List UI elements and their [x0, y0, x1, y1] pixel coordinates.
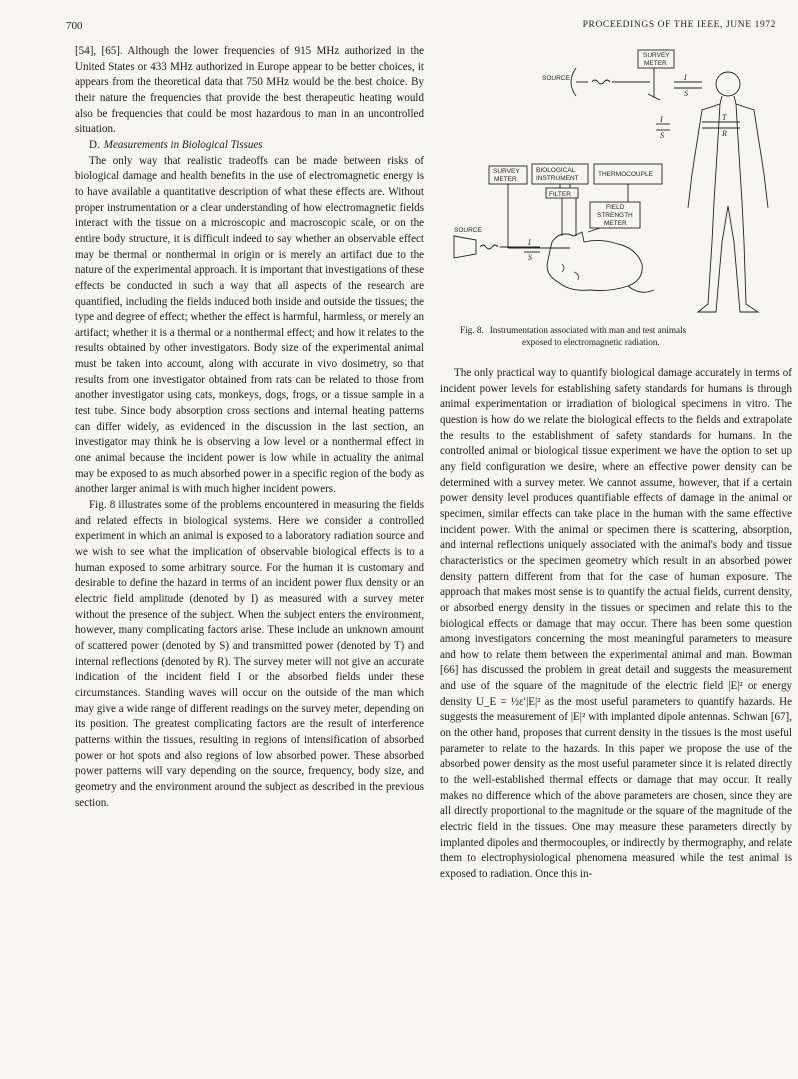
symbol-s-mid: S: [660, 131, 664, 140]
symbol-i-mid: I: [660, 115, 663, 124]
label-filter: FILTER: [549, 191, 571, 198]
bottom-wave: [480, 245, 498, 249]
intro-paragraph: [54], [65]. Although the lower frequencies of 915 MHz authorized in the United States or 433 MHz authorized in Europe appear to be better choices, it appears from the theoretical data that 750 MHz would be the best choice. By their nature the frequencies that provide the best therapeutic heating would also be frequencies that could be most hazardous to man in an uncontrolled situation.: [75, 45, 424, 136]
figure-caption-line-2: exposed to electromagnetic radiation.: [522, 337, 660, 347]
man-body: [698, 104, 758, 312]
figure-caption-line-1: Instrumentation associated with man and test animals: [489, 325, 687, 335]
symbol-i-bottom: I: [528, 238, 531, 247]
label-survey-meter-top-1: SURVEY: [643, 52, 670, 59]
symbol-s-top: S: [684, 89, 688, 98]
body-paragraph: The only way that realistic tradeoffs can be made between risks of biological damage and health benefits in the use of electromagnetic energy is to have available a quantitative description of what these effects are. Without proper instrumentation or a clear understanding of how electromagnetic fields interact with the tissue on a microscopic and macroscopic scale, or on the entire body structure, it is difficult indeed to say whether an observable effect may be thermal or nonthermal in origin or is merely an artifact due to the nature of the experimental approach. It is important that investigations of these effects be conducted in such a way that all aspects of the research are quantified, including the fields induced both inside and outside the tissues; the type and degree of effect; whether the effect is harmful, harmless, or merely an artifact; whether it is a thermal or a nonthermal effect; and how it relates to the results obtained by other investigators. Body size of the experimental animal must be taken into account, along with accurate in vivo dosimetry, so that results from one investigator obtained from rats can be related to those from another investigator using cats, monkeys, dogs, frogs, or a tissue sample in a test tube. Since body absorption cross sections and internal heating patterns can differ widely, as evidenced in the discussion in the last section, an investigator may think he is observing a low level or a nonthermal effect in one animal because the incident power is low while in actuality the animal may be exposed to as much absorbed power in a specific region of the body as another larger animal is with much higher incident powers.: [75, 154, 424, 496]
label-survey-meter-left-1: SURVEY: [493, 168, 520, 175]
man-arms: [688, 96, 768, 208]
label-source-top: SOURCE: [542, 75, 570, 82]
label-field-strength-3: METER: [604, 220, 627, 227]
body-paragraph: The only practical way to quantify biological damage accurately in terms of incident power levels for establishing safety standards for humans is through animal experimentation or irradiation of biological specimens in vitro. The question is how do we relate the biological effects to the fields and extrapolate the results to the establishment of safety standards for humans. In the controlled animal or biological tissue experiment we have the option to set up any field configuration we desire, where an effective power density can be determined with a survey meter. We cannot assume, however, that if a certain power density level produces quantifiable effects of damage in the animal or specimen, similar effects can take place in the human with the same effective incident power. With the animal or specimen there is scattering, absorption, and internal reflections uniquely associated with the animal's body and tissue characteristics or the specimen geometry which result in an absorbed power density pattern different from that for the case of human exposure. The approach that makes most sense is to quantify the actual fields, current density, or absorbed energy density in the tissues or specimen and relate this to the biological effects or damage that may occur. There has been some question among investigators concerning the most meaningful parameters to measure and how to relate them between the experimental animal and man. Bowman [66] has discussed the problem in great detail and suggests the measurement and use of the square of the magnitude of the electric field |E|² or energy density U_E = ½ε′|E|² as the most useful parameters to quantify hazards. He suggests the measurement of |E|² with implanted dipole antennas. Schwan [67], on the other hand, proposes that current density in the tissues is the most useful parameter to relate to the hazards. In this paper we propose the use of the absorbed power density as the most useful parameter since it is related directly to the well-established thermal effects or damage that may occur. It really makes no difference which of the above parameters are chosen, since they are all directly proportional to the magnitude or the square of the magnitude of the electric field in the tissues. One may measure these parameters directly by implanted dipoles and thermocouples, or indirectly by thermography, and relate them to electrophysiological phenomena measured while the test animal is exposed to radiation. Once this in-: [440, 367, 792, 880]
label-survey-meter-left-2: METER: [494, 176, 517, 183]
label-field-strength-1: FIELD: [606, 204, 625, 211]
symbol-i-top: I: [684, 73, 687, 82]
body-paragraph: Fig. 8 illustrates some of the problems encountered in measuring the fields and related effects in biological systems. Here we consider a controlled experiment in which an animal is exposed to a laboratory radiation source and we wish to see what the implication of observable biological effects is to a human exposed to some arbitrary source. For the human it is customary and desirable to define the hazard in terms of an incident power flux density or an electric field amplitude (denoted by I) as measured with a survey meter without the presence of the subject. When the subject enters the environment, however, many complicating factors arise. These include an unknown amount of scattered power (denoted by S) and transmitted power (denoted by T) and internal reflections (denoted by R). The survey meter will not give an accurate indication of the incident field I or the absorbed fields under these circumstances. Standing waves will occur on the outside of the man which may give a wide range of different readings on the survey meter, depending on its position. The greatest complicating factors are the result of interference patterns within the tissues, resulting in regions of intensification of absorbed power or hot spots and also regions of low absorbed power. These absorbed power patterns will vary depending on the source, frequency, body size, and geometry and the environment around the subject as described in the previous section.: [75, 499, 424, 809]
section-heading: [75, 138, 424, 154]
figure-caption-number: Fig. 8.: [460, 325, 484, 335]
label-bio-instrument-1: BIOLOGICAL: [536, 167, 576, 174]
label-survey-meter-top-2: METER: [644, 60, 667, 67]
animal-tail: [628, 286, 654, 292]
page-number: 700: [66, 20, 83, 32]
bottom-source-horn: [454, 236, 476, 258]
label-thermocouple: THERMOCOUPLE: [598, 171, 653, 178]
figure-8: [440, 42, 792, 342]
animal-body: [547, 232, 642, 291]
symbol-t: T: [722, 113, 727, 122]
figure-8-diagram: [440, 42, 792, 327]
top-source-horn: [571, 68, 576, 96]
section-title: Measurements in Biological Tissues: [103, 138, 263, 151]
label-field-strength-2: STRENGTH: [597, 212, 633, 219]
symbol-s-bottom: S: [528, 253, 532, 262]
figure-caption: [460, 324, 780, 348]
label-source-bottom: SOURCE: [454, 227, 482, 234]
section-label: D.: [89, 138, 100, 151]
running-head: PROCEEDINGS OF THE IEEE, JUNE 1972: [582, 20, 776, 30]
right-column: [440, 366, 792, 883]
top-wave: [592, 80, 610, 84]
label-bio-instrument-2: INSTRUMENT: [536, 175, 579, 182]
man-head: [716, 72, 740, 96]
left-column: [75, 44, 424, 811]
symbol-r: R: [722, 129, 727, 138]
